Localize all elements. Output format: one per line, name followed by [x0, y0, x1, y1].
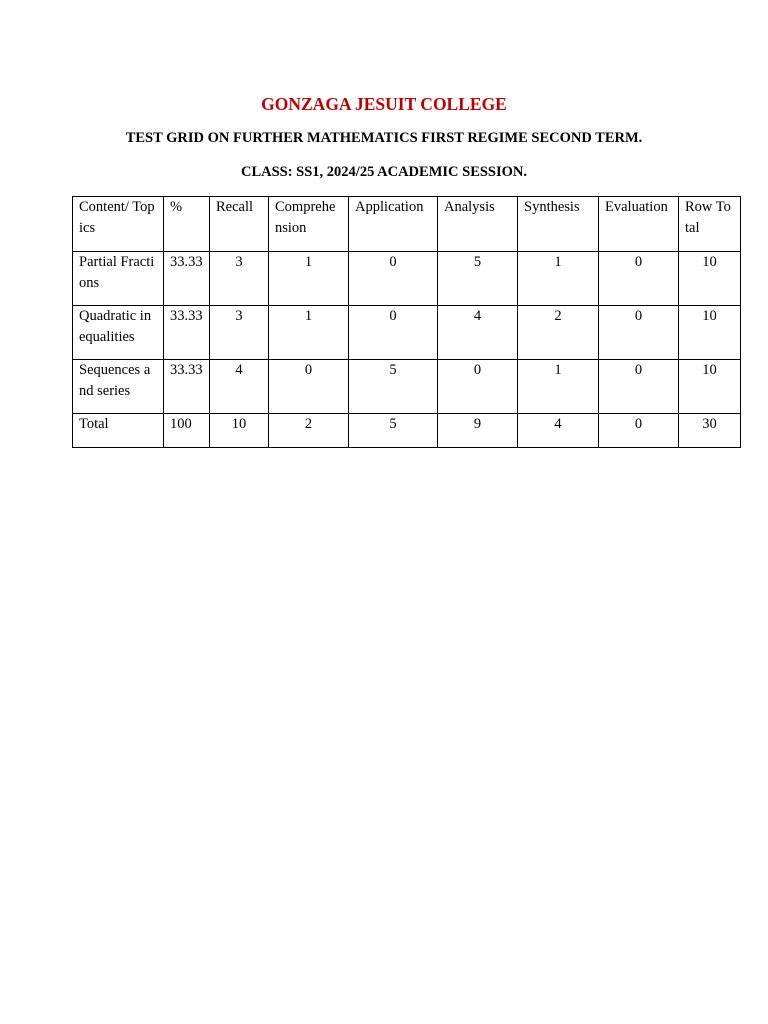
- column-header-application: Application: [349, 197, 438, 252]
- percent-cell: 33.33: [164, 360, 210, 414]
- evaluation-cell: 0: [599, 252, 679, 306]
- evaluation-cell: 0: [599, 360, 679, 414]
- column-header-evaluation: Evaluation: [599, 197, 679, 252]
- recall-cell: 4: [210, 360, 269, 414]
- synthesis-cell: 2: [518, 306, 599, 360]
- total-evaluation-cell: 0: [599, 414, 679, 448]
- test-grid-table: [72, 196, 741, 448]
- column-header-content-topics: Content/ Topics: [73, 197, 164, 252]
- table-header-row: [73, 197, 741, 252]
- school-name: GONZAGA JESUIT COLLEGE: [261, 94, 507, 114]
- synthesis-cell: 1: [518, 360, 599, 414]
- total-recall-cell: 10: [210, 414, 269, 448]
- grand-total-cell: 30: [679, 414, 741, 448]
- table-total-row: [73, 414, 741, 448]
- table-row: [73, 306, 741, 360]
- evaluation-cell: 0: [599, 306, 679, 360]
- table-row: [73, 252, 741, 306]
- document-subtitle: CLASS: SS1, 2024/25 ACADEMIC SESSION.: [240, 164, 528, 180]
- percent-cell: 33.33: [164, 252, 210, 306]
- column-header-percent: %: [164, 197, 210, 252]
- topic-cell: Quadratic inequalities: [73, 306, 164, 360]
- total-analysis-cell: 9: [438, 414, 518, 448]
- document-title: TEST GRID ON FURTHER MATHEMATICS FIRST REGIME SECOND TERM.: [125, 130, 643, 146]
- row-total-cell: 10: [679, 306, 741, 360]
- total-percent-cell: 100: [164, 414, 210, 448]
- total-application-cell: 5: [349, 414, 438, 448]
- topic-cell: Partial Fractions: [73, 252, 164, 306]
- percent-cell: 33.33: [164, 306, 210, 360]
- recall-cell: 3: [210, 252, 269, 306]
- analysis-cell: 0: [438, 360, 518, 414]
- column-header-row-total: Row Total: [679, 197, 741, 252]
- column-header-analysis: Analysis: [438, 197, 518, 252]
- application-cell: 0: [349, 306, 438, 360]
- comprehension-cell: 1: [269, 252, 349, 306]
- analysis-cell: 4: [438, 306, 518, 360]
- analysis-cell: 5: [438, 252, 518, 306]
- column-header-comprehension: Comprehension: [269, 197, 349, 252]
- topic-cell: Sequences and series: [73, 360, 164, 414]
- row-total-cell: 10: [679, 360, 741, 414]
- application-cell: 0: [349, 252, 438, 306]
- column-header-recall: Recall: [210, 197, 269, 252]
- comprehension-cell: 0: [269, 360, 349, 414]
- total-comprehension-cell: 2: [269, 414, 349, 448]
- total-label-cell: Total: [73, 414, 164, 448]
- column-header-synthesis: Synthesis: [518, 197, 599, 252]
- synthesis-cell: 1: [518, 252, 599, 306]
- row-total-cell: 10: [679, 252, 741, 306]
- table-row: [73, 360, 741, 414]
- application-cell: 5: [349, 360, 438, 414]
- total-synthesis-cell: 4: [518, 414, 599, 448]
- recall-cell: 3: [210, 306, 269, 360]
- comprehension-cell: 1: [269, 306, 349, 360]
